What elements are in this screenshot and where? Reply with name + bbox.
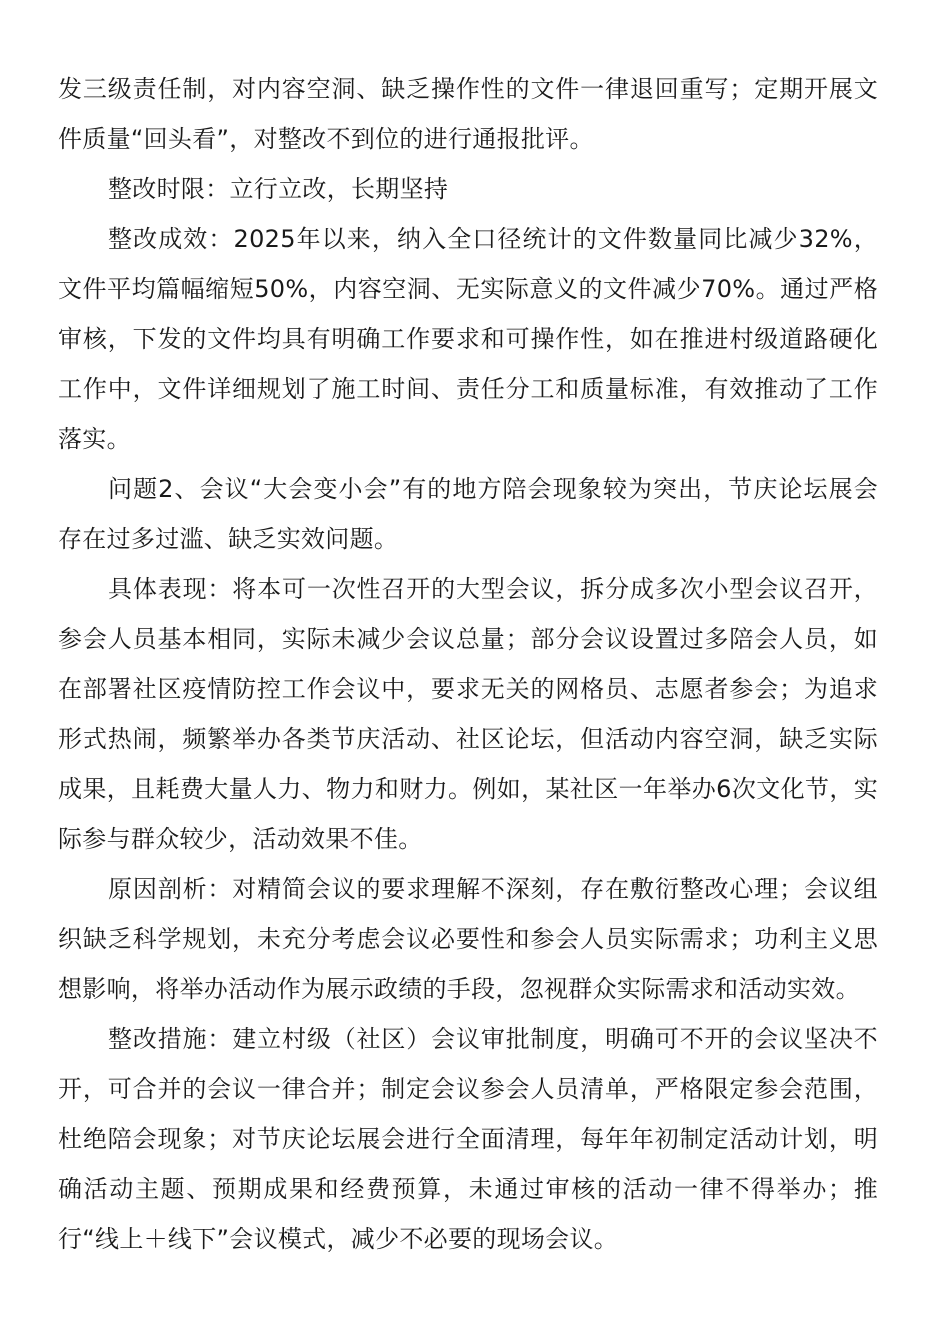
- paragraph-continuation: 发三级责任制，对内容空洞、缺乏操作性的文件一律退回重写；定期开展文件质量“回头看”，对整改不到位的进行通报批评。: [58, 75, 878, 153]
- paragraph-deadline: 整改时限：立行立改，长期坚持: [108, 175, 449, 203]
- document-body: [58, 64, 878, 1264]
- paragraph-rectification-measures: 整改措施：建立村级（社区）会议审批制度，明确可不开的会议坚决不开，可合并的会议一律合并；制定会议参会人员清单，严格限定参会范围，杜绝陪会现象；对节庆论坛展会进行全面清理，每年年初制定活动计划，明确活动主题、预期成果和经费预算，未通过审核的活动一律不得举办；推行“线上＋线下”会议模式，减少不必要的现场会议。: [58, 1025, 878, 1253]
- paragraph-cause-analysis: 原因剖析：对精简会议的要求理解不深刻，存在敷衍整改心理；会议组织缺乏科学规划，未充分考虑会议必要性和参会人员实际需求；功利主义思想影响，将举办活动作为展示政绩的手段，忽视群众实际需求和活动实效。: [58, 875, 878, 1003]
- paragraph-effect: 整改成效：2025年以来，纳入全口径统计的文件数量同比减少32%，文件平均篇幅缩短50%，内容空洞、无实际意义的文件减少70%。通过严格审核，下发的文件均具有明确工作要求和可操作性，如在推进村级道路硬化工作中，文件详细规划了施工时间、责任分工和质量标准，有效推动了工作落实。: [58, 225, 878, 453]
- paragraph-manifestation: 具体表现：将本可一次性召开的大型会议，拆分成多次小型会议召开，参会人员基本相同，实际未减少会议总量；部分会议设置过多陪会人员，如在部署社区疫情防控工作会议中，要求无关的网格员、志愿者参会；为追求形式热闹，频繁举办各类节庆活动、社区论坛，但活动内容空洞，缺乏实际成果，且耗费大量人力、物力和财力。例如，某社区一年举办6次文化节，实际参与群众较少，活动效果不佳。: [58, 575, 878, 853]
- paragraph-issue-heading: 问题2、会议“大会变小会”有的地方陪会现象较为突出，节庆论坛展会存在过多过滥、缺乏实效问题。: [58, 475, 878, 553]
